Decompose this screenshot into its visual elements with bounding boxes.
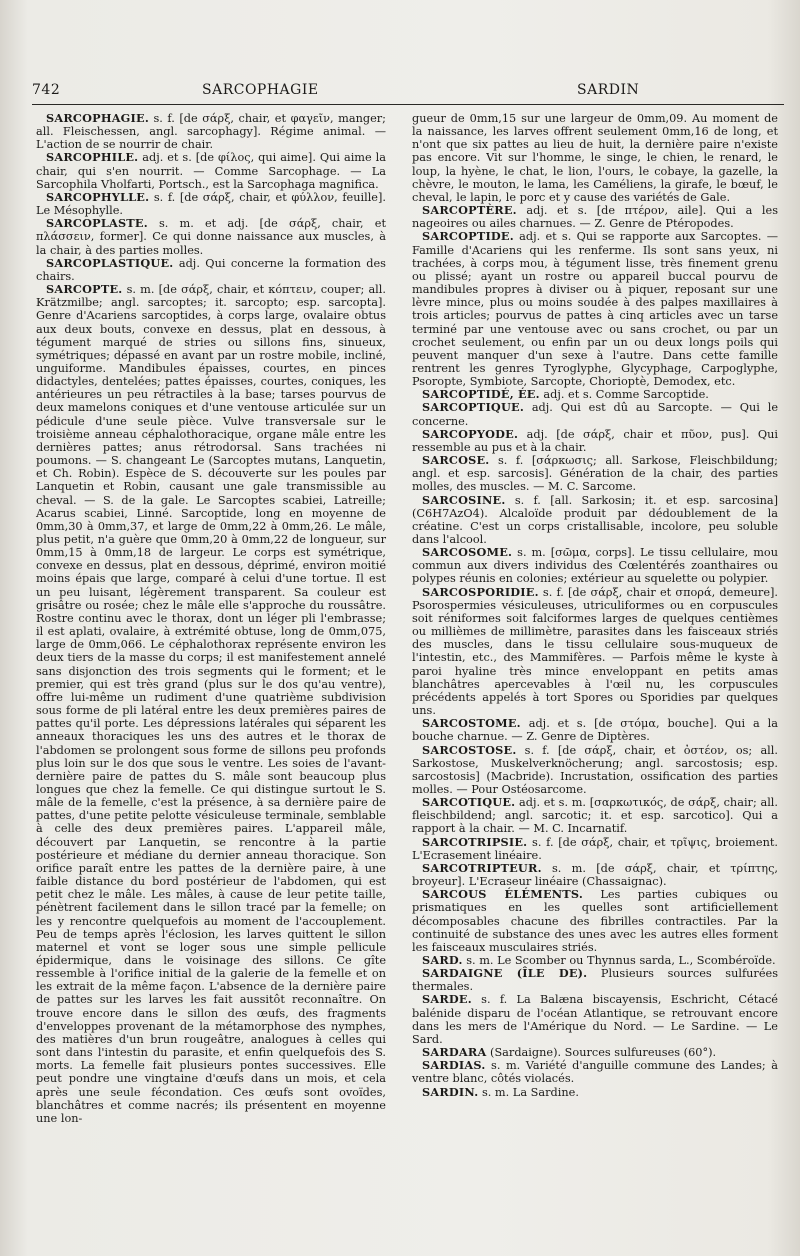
entry-definition: (Sardaigne). Sources sulfureuses (60°). — [490, 1046, 717, 1060]
dictionary-entry — [412, 230, 778, 388]
right-running-head: SARDIN — [577, 82, 640, 98]
left-column — [36, 112, 386, 1125]
entry-headword: SARDAIGNE (ÎLE DE). — [422, 966, 588, 981]
entry-headword: SARCOPHYLLE. — [46, 189, 150, 204]
dictionary-entry — [412, 454, 778, 493]
dictionary-entry — [412, 204, 778, 230]
running-header — [32, 82, 784, 102]
dictionary-entry — [412, 888, 778, 954]
entry-headword: SARCOPLASTIQUE. — [46, 255, 174, 270]
entry-definition: s. f. La Balæna biscayensis, Eschricht, Cétacé balénide disparu de l'océan Atlantique, se retrouvant encore dans les mers de l'Amérique du Nord. — Le Sardine. — Le Sard. — [412, 993, 778, 1046]
dictionary-entry — [36, 151, 386, 190]
entry-definition: s. f. [de σάρξ, chair, et φύλλον, feuille]. Le Mésophylle. — [36, 190, 386, 218]
dictionary-entry — [412, 401, 778, 427]
dictionary-entry — [412, 1086, 778, 1099]
entry-definition: s. m. [de σάρξ, chair, et κόπτειν, couper; all. Krätzmilbe; angl. sarcoptes; it. sarcopto; esp. sarcopta]. Genre d'Acariens sarcoptides, à corps large, ovalaire obtus aux deux bouts, convexe en dessus, plat en dessous, à tégument marqué de stries ou sillons fins, sinueux, symétriques; dépassé en avant par un rostre mobile, incliné, unguiforme. Mandibules épaisses, courtes, en pinces didactyles, dentelées; pattes épaisses, courtes, coniques, les antérieures un peu rétractiles à la base; tarses pourvus de deux mamelons coniques et d'une ventouse articulée sur un pédicule d'une seule pièce. Vulve transversale sur le troisième anneau céphalothoracique, organe mâle entre les dernières pattes; anus rétrodorsal. Sans trachées ni poumons. — S. changeant Le (Sarcoptes mutans, Lanquetin, et Ch. Robin). Espèce de S. découverte sur les poules par Lanquetin et Robin, causant une gale transmissible au cheval. — S. de la gale. Le Sarcoptes scabiei, Latreille; Acarus scabiei, Linné. Sarcoptide, long en moyenne de 0mm,30 à 0mm,37, et large de 0mm,22 à 0mm,26. Le mâle, plus petit, n'a guère que 0mm,20 à 0mm,22 de longueur, sur 0mm,15 à 0mm,18 de largeur. Le corps est symétrique, convexe en dessus, plat en dessous, déprimé, environ moitié moins épais que large, comparé à celui d'une tortue. Il est un peu luisant, légèrement transparent. Sa couleur est grisâtre ou rosée; chez le mâle elle s'approche du roussâtre. Rostre continu avec le thorax, dont un léger pli l'embrasse; il est aplati, ovalaire, à extrémité obtuse, long de 0mm,075, large de 0mm,066. Le céphalothorax représente environ les deux tiers de la masse du corps; il est manifestement annelé sans disjonction des trois segments qui le forment; et le premier, qui est très grand (plus sur le dos qu'au ventre), offre lui-même un rudiment d'une quatrième subdivision sous forme de pli latéral entre les deux premières paires de pattes qu'il porte. Les dépressions latérales qui séparent les anneaux thoraciques les uns des autres et le thorax de l'abdomen se prolongent sous forme de sillons peu profonds plus loin sur le dos que sous le ventre. Les soies de l'avant-dernière paire de pattes du S. mâle sont beaucoup plus longues que chez la femelle. Ce qui distingue surtout le S. mâle de la femelle, c'est la présence, à sa dernière paire de pattes, d'une petite pelotte vésiculeuse terminale, semblable à celle des deux premières paires. L'appareil mâle, découvert par Lanquetin, se rencontre à la partie postérieure et médiane du dernier anneau thoracique. Son orifice paraît entre les pattes de la dernière paire, à une faible distance du bord postérieur de l'abdomen, qui est petit chez le mâle. Les mâles, à cause de leur petite taille, pénètrent facilement dans le sillon tracé par la femelle; on les y rencontre quelquefois au moment de l'accouplement. Peu de temps après l'éclosion, les larves quittent le sillon maternel et vont se loger sous une simple pellicule épidermique, dans le voisinage des sillons. Ce gîte ressemble à l'orifice initial de la galerie de la femelle et on les extrait de la même façon. L'absence de la dernière paire de pattes sur les larves les fait aussitôt reconnaître. On trouve encore dans le sillon des œufs, des fragments d'enveloppes provenant de la métamorphose des nymphes, des matières d'un brun rougeâtre, analogues à celles qui sont dans l'intestin du parasite, et enfin quelquefois des S. morts. La femelle fait plusieurs pontes successives. Elle peut pondre une vingtaine d'œufs dans un mois, et cela après une seule fécondation. Ces œufs sont ovoïdes, blanchâtres et comme nacrés; ils présentent en moyenne une lon- — [36, 283, 386, 1125]
dictionary-entry — [412, 112, 778, 204]
dictionary-entry — [36, 191, 386, 217]
entry-definition: adj. et s. m. [σαρκωτικός, de σάρξ, chair; all. fleischbildend; angl. sarcotic; it. et esp. sarcotico]. Qui a rapport à la chair. — M. C. Incarnatif. — [412, 796, 779, 836]
entry-headword: SARCOTRIPSIE. — [422, 834, 528, 849]
entry-headword: SARCOPTIDÉ, ÉE. — [422, 387, 540, 402]
entry-definition: s. m. et adj. [de σάρξ, chair, et πλάσσειν, former]. Ce qui donne naissance aux muscles, à la chair, à des parties molles. — [36, 217, 386, 257]
dictionary-entry — [36, 217, 386, 256]
entry-definition: s. m. [σῶμα, corps]. Le tissu cellulaire, mou commun aux divers individus des Cœlentérés zoanthaires ou polypes réunis en colonies; extérieur au squelette ou polypier. — [412, 546, 778, 586]
dictionary-entry — [412, 796, 778, 835]
entry-definition: adj. et s. [de φίλος, qui aime]. Qui aime la chair, qui s'en nourrit. — Comme Sarcophage. — La Sarcophila Vholfarti, Portsch., est la Sarcophaga magnifica. — [36, 151, 386, 191]
dictionary-entry — [36, 257, 386, 283]
entry-headword: SARCOPLASTE. — [46, 216, 148, 231]
dictionary-entry — [412, 744, 778, 797]
entry-headword: SARCOPHAGIE. — [46, 111, 149, 125]
dictionary-entry — [412, 586, 778, 718]
entry-definition: adj. et s. Comme Sarcoptide. — [543, 388, 709, 402]
entry-definition: adj. et s. Qui se rapporte aux Sarcoptes. — Famille d'Acariens qui les renferme. Ils sont sans yeux, ni trachées, à corps mou, à tégument lisse, très finement grenu ou plissé; ayant un rostre ou appareil buccal pourvu de mandibules propres à diviser ou à piquer, reposant sur une lèvre mince, plus ou moins soudée à des palpes maxillaires à trois articles; pourvus de pattes à cinq articles avec un tarse terminé par une ventouse avec ou sans crochet, ou par un crochet seulement, ou enfin par un ou deux longs poils qui peuvent manquer d'un sexe à l'autre. Dans cette famille rentrent les genres Tyroglyphe, Glycyphage, Carpoglyphe, Psoropte, Symbiote, Sarcopte, Chorioptè, Demodex, etc. — [412, 230, 779, 389]
dictionary-entry — [412, 967, 778, 993]
entry-definition: adj. et s. [de πτέρον, aile]. Qui a les nageoires ou ailes charnues. — Z. Genre de Ptéropodes. — [412, 204, 779, 231]
entry-definition: gueur de 0mm,15 sur une largeur de 0mm,09. Au moment de la naissance, les larves offrent seulement 0mm,16 de long, et n'ont que six pattes au lieu de huit, la dernière paire n'existe pas encore. Vit sur l'homme, le singe, le chien, le renard, le loup, la hyène, le chat, le lion, l'ours, le cobaye, la gazelle, la chèvre, le mouton, le lama, les Caméliens, la girafe, le bœuf, le cheval, le lapin, le porc et y cause des variétés de Gale. — [412, 112, 778, 204]
entry-definition: s. f. [de σάρξ, chair, et φαγεῖν, manger; all. Fleischessen, angl. sarcophagy]. Régime animal. — L'action de se nourrir de chair. — [36, 112, 386, 152]
entry-definition: adj. Qui concerne la formation des chairs. — [36, 256, 386, 283]
entry-definition: Plusieurs sources sulfurées thermales. — [412, 967, 778, 994]
entry-headword: SARCOSPORIDIE. — [422, 584, 539, 599]
entry-definition: adj. et s. [de στόμα, bouche]. Qui a la bouche charnue. — Z. Genre de Diptères. — [412, 717, 778, 744]
entry-headword: SARCOUS ÉLÉMENTS. — [422, 887, 583, 902]
entry-headword: SARD. — [422, 953, 463, 967]
entry-headword: SARDARA — [422, 1045, 487, 1060]
entry-headword: SARDIAS. — [422, 1058, 486, 1073]
entry-headword: SARCOSE. — [422, 453, 490, 468]
entry-headword: SARCOPTIDE. — [422, 229, 514, 244]
dictionary-entry — [412, 862, 778, 888]
dictionary-entry — [412, 428, 778, 454]
dictionary-entry — [412, 993, 778, 1046]
entry-definition: s. f. [de σάρξ, chair, et τρῖψις, broiement. L'Ecrasement linéaire. — [412, 835, 778, 862]
entry-headword: SARCOPTIQUE. — [422, 400, 524, 415]
dictionary-entry — [412, 717, 778, 743]
entry-headword: SARCOSINE. — [422, 492, 506, 507]
dictionary-entry — [36, 283, 386, 1125]
entry-definition: s. m. La Sardine. — [481, 1085, 579, 1099]
dictionary-entry — [412, 494, 778, 547]
header-rule — [32, 104, 784, 105]
dictionary-entry — [412, 546, 778, 585]
entry-definition: s. f. [all. Sarkosin; it. et esp. sarcosina] (C6H7AzO4). Alcaloïde produit par dédoublement de la créatine. C'est un corps cristallisable, incolore, peu soluble dans l'alcool. — [412, 493, 779, 546]
entry-definition: s. f. [σάρκωσις; all. Sarkose, Fleischbildung; angl. et esp. sarcosis]. Génération de la chair, des parties molles, des muscles. — M. C. Sarcome. — [412, 454, 778, 494]
entry-definition: Les parties cubiques ou prismatiques en les quelles sont artificiellement décomposables chacune des fibrilles contractiles. Par la continuité de substance des unes avec les autres elles forment les faisceaux musculaires striés. — [412, 888, 779, 954]
right-column — [412, 112, 778, 1099]
dictionary-entry — [36, 112, 386, 151]
dictionary-entry — [412, 1059, 778, 1085]
page-number: 742 — [32, 82, 61, 98]
entry-headword: SARCOPTÈRE. — [422, 203, 517, 218]
entry-headword: SARCOPTE. — [46, 282, 123, 297]
entry-headword: SARCOPHILE. — [46, 150, 139, 165]
entry-headword: SARCOSTOME. — [422, 716, 521, 731]
dictionary-entry — [412, 836, 778, 862]
entry-headword: SARCOPYODE. — [422, 426, 519, 441]
left-running-head: SARCOPHAGIE — [202, 82, 319, 98]
entry-definition: adj. Qui est dû au Sarcopte. — Qui le concerne. — [412, 401, 779, 428]
entry-definition: s. f. [de σάρξ, chair, et ὀστέον, os; all. Sarkostose, Muskelverknöcherung; angl. sarcostosis; esp. sarcostosis] (Macbride). Incrustation, ossification des parties molles. — Pour Ostéosarcome. — [412, 743, 778, 796]
entry-headword: SARCOTIQUE. — [422, 795, 516, 810]
entry-definition: s. m. Variété d'anguille commune des Landes; à ventre blanc, côtés violacés. — [412, 1059, 779, 1086]
entry-headword: SARDE. — [422, 992, 472, 1007]
entry-headword: SARCOSOME. — [422, 545, 513, 560]
entry-definition: s. m. Le Scomber ou Thynnus sarda, L., Scombéroïde. — [466, 954, 776, 967]
entry-definition: s. m. [de σάρξ, chair, et τρίπτης, broyeur]. L'Ecraseur linéaire (Chassaignac). — [412, 861, 778, 889]
entry-headword: SARCOSTOSE. — [422, 742, 517, 757]
entry-definition: adj. [de σάρξ, chair et πῦον, pus]. Qui ressemble au pus et à la chair. — [412, 427, 779, 454]
entry-definition: s. f. [de σάρξ, chair et σπορά, demeure]. Psorospermies vésiculeuses, utriculiformes ou en corpuscules soit réniformes soit falciformes larges de quelques centièmes ou millièmes de millimètre, parasites dans les faisceaux striés des muscles, dans le tissu cellulaire sous-muqueux de l'intestin, etc., des Mammifères. — Parfois même le kyste à paroi hyaline très mince enveloppant en petits amas blanchâtres apercevables à l'œil nu, les corpuscules précédents appelés à tort Spores ou Sporidies par quelques uns. — [412, 585, 779, 718]
entry-headword: SARDIN. — [422, 1084, 479, 1099]
entry-headword: SARCOTRIPTEUR. — [422, 860, 542, 875]
